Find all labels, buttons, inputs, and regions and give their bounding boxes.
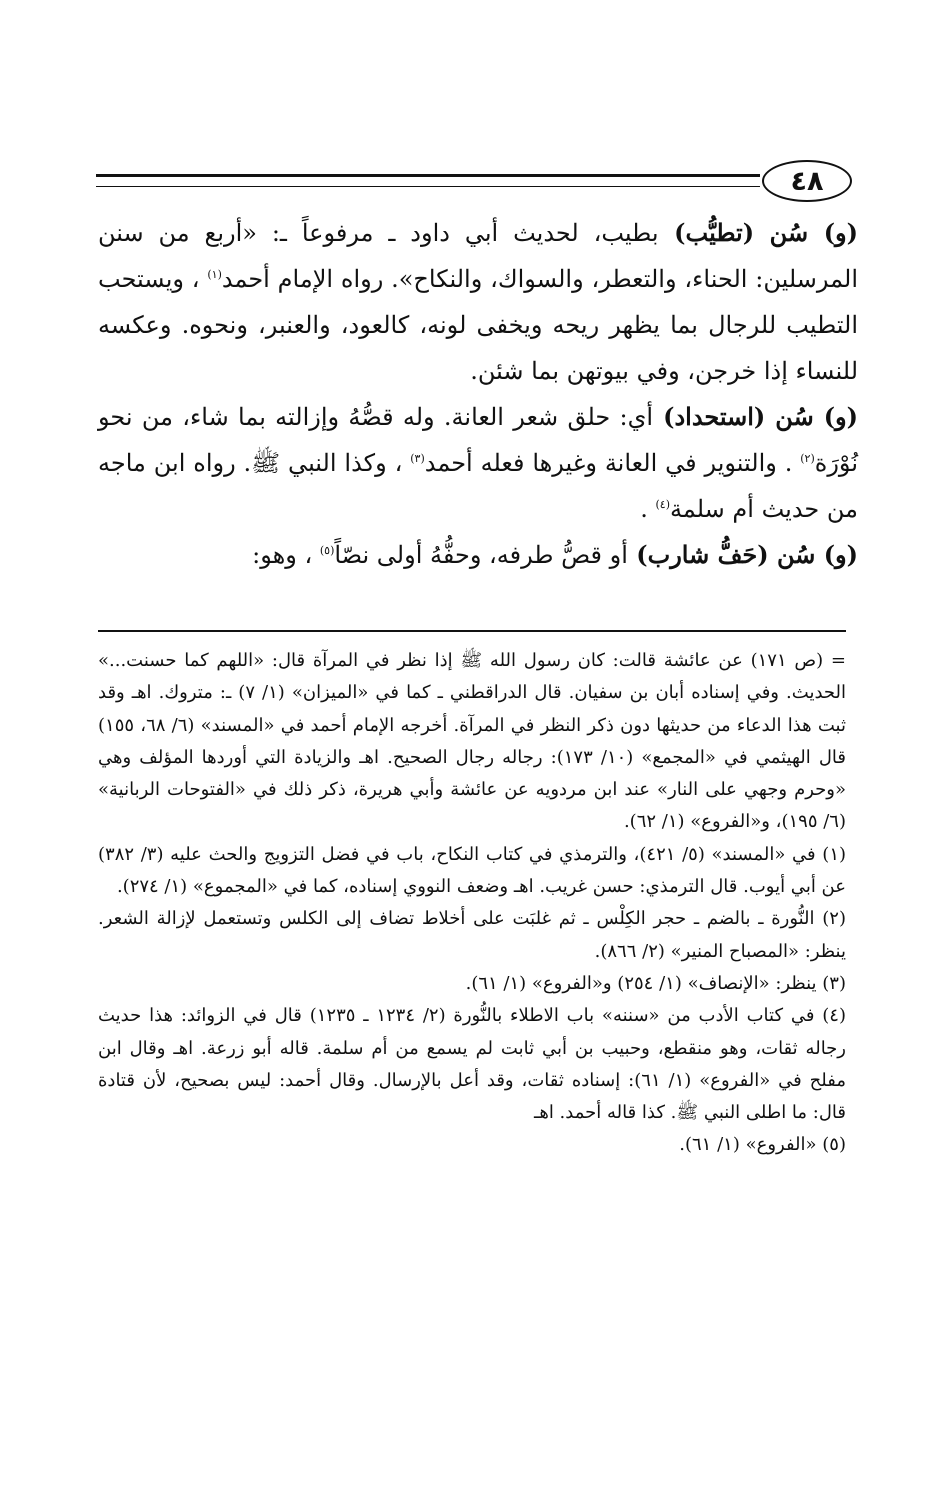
footnote-ref: (٤) [655, 498, 670, 511]
page-header [96, 160, 856, 208]
footnote-ref: (٢) [800, 452, 815, 465]
paragraph-tatayyub [98, 210, 858, 394]
main-text [98, 210, 858, 578]
footnote-ref: (١) [207, 268, 222, 281]
paragraph-text: أي: حلق شعر العانة. وله قصُّهُ وإزالته بما شاء، من نحو نُوْرَة [98, 403, 859, 477]
footnotes [98, 645, 846, 1162]
paragraph-istihdad [98, 394, 858, 532]
header-rule [96, 174, 760, 187]
paragraph-text: ، ويستحب التطيب للرجال بما يظهر ريحه ويخفى لونه، كالعود، والعنبر، ونحوه. وعكسه للنساء إذا خرجن، وفي بيوتهن بما شئن. [98, 265, 858, 385]
footnote-continued: = (ص ١٧١) عن عائشة قالت: كان رسول الله ﷺ إذا نظر في المرآة قال: «اللهم كما حسنت...» الحديث. وفي إسناده أبان بن سفيان. قال الدراقطني ـ كما في «الميزان» (١/ ٧) ـ: متروك. اهـ وقد ثبت هذا الدعاء من حديثها دون ذكر النظر في المرآة. أخرجه الإمام أحمد في «المسند» (٦/ ٦٨، ١٥٥) قال الهيثمي في «المجمع» (١٠/ ١٧٣): رجاله رجال الصحيح. اهـ والزيادة التي أوردها المؤلف وهي «وحرم وجهي على النار» عند ابن مردويه عن عائشة وأبي هريرة، ذكر ذلك في «الفتوحات الربانية» (٦/ ١٩٥)، و«الفروع» (١/ ٦٢). [98, 650, 847, 833]
paragraph-text: . [640, 495, 656, 523]
footnote-2: (٢) النُّورة ـ بالضم ـ حجر الكِلْس ـ ثم غلبَت على أخلاط تضاف إلى الكلس وتستعمل لإزالة الشعر. ينظر: «المصباح المنير» (٢/ ٨٦٦). [98, 908, 846, 962]
paragraph-lead: (و) سُن (حَفُّ شارب) [627, 540, 858, 569]
footnote-4: (٤) في كتاب الأدب من «سننه» باب الاطلاء بالنُّورة (٢/ ١٢٣٤ ـ ١٢٣٥) قال في الزوائد: هذا حديث رجاله ثقات، وهو منقطع، وحبيب بن أبي ثابت لم يسمع من أم سلمة. قاله أبو زرعة. اهـ وقال ابن مفلح في «الفروع» (١/ ٦١): إسناده ثقات، وقد أعل بالإرسال. وقال أحمد: ليس بصحيح، لأن قتادة قال: ما اطلى النبي ﷺ. كذا قاله أحمد. اهـ [98, 1005, 846, 1124]
paragraph-hafu-sharib [98, 532, 858, 578]
page-number-text: ٤٨ [790, 165, 824, 197]
paragraph-text: بطيب، لحديث أبي داود ـ مرفوعاً ـ: «أربع من سنن المرسلين: الحناء، والتعطر، والسواك، والنكاح». رواه الإمام أحمد [98, 219, 858, 293]
paragraph-text: أو قصُّ طرفه، وحفُّهُ أولى نصّاً [334, 541, 628, 569]
page-number [762, 160, 852, 202]
paragraph-lead: (و) سُن (تطيُّب) [658, 218, 858, 247]
footnote-5: (٥) «الفروع» (١/ ٦١). [679, 1134, 846, 1156]
footnote-ref: (٣) [410, 452, 425, 465]
footnote-separator [98, 630, 846, 632]
footnote-ref: (٥) [319, 544, 335, 557]
footnote-1: (١) في «المسند» (٥/ ٤٢١)، والترمذي في كتاب النكاح، باب في فضل التزويج والحث عليه (٣/ ٣٨٢) عن أبي أيوب. قال الترمذي: حسن غريب. اهـ وضعف النووي إسناده، كما في «المجموع» (١/ ٢٧٤). [98, 843, 847, 898]
paragraph-lead: (و) سُن (استحداد) [653, 402, 858, 431]
footnote-3: (٣) ينظر: «الإنصاف» (١/ ٢٥٤) و«الفروع» (١/ ٦١). [465, 972, 846, 994]
paragraph-text: ، وكذا النبي ﷺ. رواه ابن ماجه من حديث أم سلمة [98, 449, 858, 523]
paragraph-text: ، وهو: [252, 541, 320, 569]
paragraph-text: . والتنوير في العانة وغيرها فعله أحمد [424, 449, 801, 477]
